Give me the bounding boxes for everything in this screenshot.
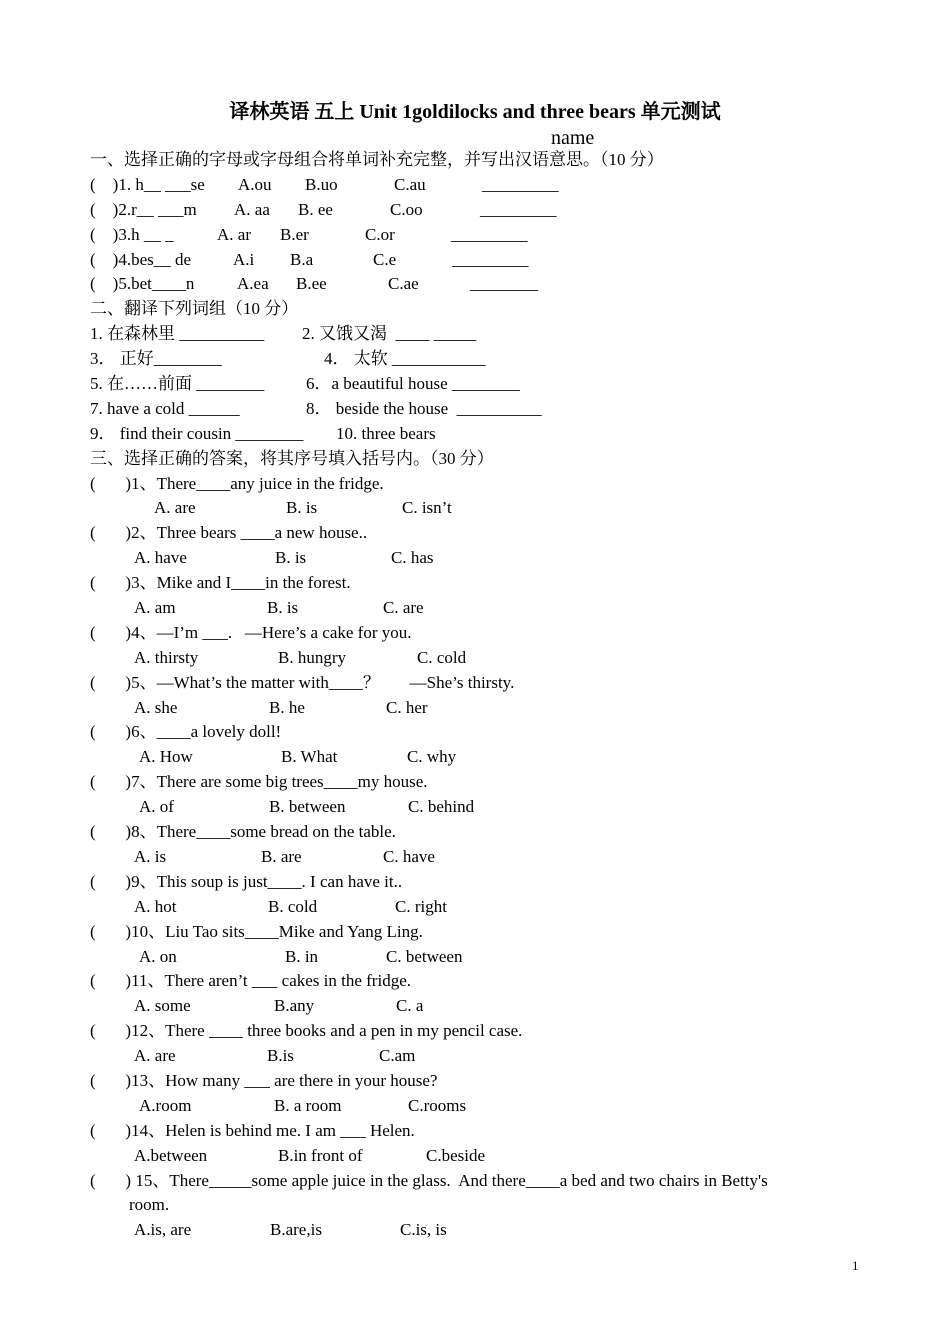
page-title: 译林英语 五上 Unit 1goldilocks and three bears 单元测试: [229, 101, 721, 123]
option-a: A.between: [134, 1145, 208, 1165]
s3-item-question: ( )5、—What’s the matter with____？ —She’s thirsty.: [90, 672, 515, 692]
s2-row-4: 7. have a cold ______ 8． beside the house __________: [90, 398, 542, 418]
s3-item-options: [90, 596, 880, 621]
option-c: C. why: [407, 747, 457, 767]
s3-item-options: [90, 646, 880, 671]
option-a: A. of: [139, 797, 174, 817]
option-c: C. has: [391, 548, 434, 568]
s3-item-question: ( )9、This soup is just____. I can have it..: [90, 871, 403, 891]
section3-heading: 三、选择正确的答案，将其序号填入括号内。（30 分）: [90, 448, 494, 468]
s3-item-question: ( )2、Three bears ____a new house..: [90, 523, 368, 543]
s3-item-question: ( )6、____a lovely doll!: [90, 722, 282, 742]
option-b: B. is: [267, 598, 299, 618]
option-a: A. on: [139, 946, 177, 966]
s3-item-question: ( )8、There____some bread on the table.: [90, 822, 396, 842]
option-a: A. she: [134, 697, 178, 717]
s2-row-1: 1. 在森林里 __________ 2. 又饿又渴 ____ _____: [90, 324, 477, 344]
option-c: C. her: [386, 697, 428, 717]
option-a: A. have: [134, 548, 187, 568]
option-b: B.is: [267, 1046, 294, 1066]
s2-row-2: 3． 正好________ 4． 太软 ___________: [90, 349, 486, 369]
s3-item-options: [90, 745, 880, 770]
option-b: B.in front of: [278, 1145, 363, 1165]
section3-items: [90, 472, 880, 1169]
s3-item-options: [90, 496, 880, 521]
option-c: C.rooms: [408, 1095, 467, 1115]
s1-item-3: ( )3.h __ _ A. ar B.er C.or _________: [90, 224, 528, 244]
page-number: 1: [852, 1258, 859, 1273]
option-a: A. How: [139, 747, 193, 767]
s3-item-options: [90, 1044, 880, 1069]
s1-item-1: ( )1. h__ ___se A.ou B.uo C.au _________: [90, 174, 559, 194]
option-b: B. between: [269, 797, 346, 817]
option-c: C. right: [395, 896, 447, 916]
option-b: B. hungry: [278, 647, 346, 667]
s3-item-15-question: ( ) 15、There_____some apple juice in the glass. And there____a bed and two chairs in Betty's: [90, 1170, 768, 1190]
option-a: A. is: [134, 846, 167, 866]
s3-item-15-options: A.is, are B.are,is C.is, is: [134, 1220, 447, 1240]
option-c: C. a: [396, 996, 424, 1016]
option-b: B. is: [275, 548, 307, 568]
worksheet-body: [90, 148, 880, 1243]
section2-heading: 二、翻译下列词组（10 分）: [90, 299, 299, 319]
s1-item-5: ( )5.bet____n A.ea B.ee C.ae ________: [90, 274, 538, 294]
s3-item-options: [90, 795, 880, 820]
s3-item-question: ( )3、Mike and I____in the forest.: [90, 573, 351, 593]
s3-item-options: [90, 845, 880, 870]
option-a: A. are: [134, 1046, 176, 1066]
s3-item-question: ( )1、There____any juice in the fridge.: [90, 473, 384, 493]
s3-item-options: [90, 895, 880, 920]
option-c: C. are: [383, 598, 424, 618]
option-b: B. is: [286, 498, 318, 518]
option-c: C. between: [386, 946, 463, 966]
option-a: A. am: [134, 598, 176, 618]
option-c: C. have: [383, 846, 435, 866]
option-c: C. behind: [408, 797, 475, 817]
s3-item-15-question-cont: room.: [129, 1195, 170, 1215]
s3-item-options: [90, 1094, 880, 1119]
option-b: B. a room: [274, 1095, 342, 1115]
s3-item-question: ( )12、There ____ three books and a pen in my pencil case.: [90, 1021, 523, 1041]
option-a: A. thirsty: [134, 647, 199, 667]
s3-item-options: [90, 696, 880, 721]
option-b: B. cold: [268, 896, 318, 916]
option-b: B. What: [281, 747, 338, 767]
s2-row-3: 5. 在……前面 ________ 6．a beautiful house ________: [90, 374, 520, 394]
s3-item-question: ( )4、—I’m ___. —Here’s a cake for you.: [90, 622, 412, 642]
name-label: name: [551, 127, 595, 149]
option-c: C. cold: [417, 647, 467, 667]
option-a: A.room: [139, 1095, 192, 1115]
option-c: C. isn’t: [402, 498, 452, 518]
option-a: A. hot: [134, 896, 177, 916]
section1-heading: 一、选择正确的字母或字母组合将单词补充完整，并写出汉语意思。（10 分）: [90, 150, 664, 169]
option-b: B. in: [285, 946, 319, 966]
s1-item-4: ( )4.bes__ de A.i B.a C.e _________: [90, 249, 529, 269]
s3-item-options: [90, 994, 880, 1019]
s3-item-question: ( )11、There aren’t ___ cakes in the fridge.: [90, 971, 411, 991]
s3-item-question: ( )14、Helen is behind me. I am ___ Helen.: [90, 1120, 415, 1140]
option-a: A. some: [134, 996, 191, 1016]
s3-item-options: [90, 945, 880, 970]
s3-item-question: ( )7、There are some big trees____my house.: [90, 772, 428, 792]
option-c: C.beside: [426, 1145, 486, 1165]
option-c: C.am: [379, 1046, 416, 1066]
s2-row-5: 9． find their cousin ________ 10. three bears: [90, 423, 436, 443]
option-a: A. are: [154, 498, 196, 518]
s3-item-question: ( )13、How many ___ are there in your house?: [90, 1070, 438, 1090]
s3-item-options: [90, 546, 880, 571]
s3-item-question: ( )10、Liu Tao sits____Mike and Yang Ling.: [90, 921, 423, 941]
option-b: B. are: [261, 846, 302, 866]
s3-item-options: [90, 1144, 880, 1169]
option-b: B. he: [269, 697, 305, 717]
option-b: B.any: [274, 996, 315, 1016]
s1-item-2: ( )2.r__ ___m A. aa B. ee C.oo _________: [90, 199, 557, 219]
